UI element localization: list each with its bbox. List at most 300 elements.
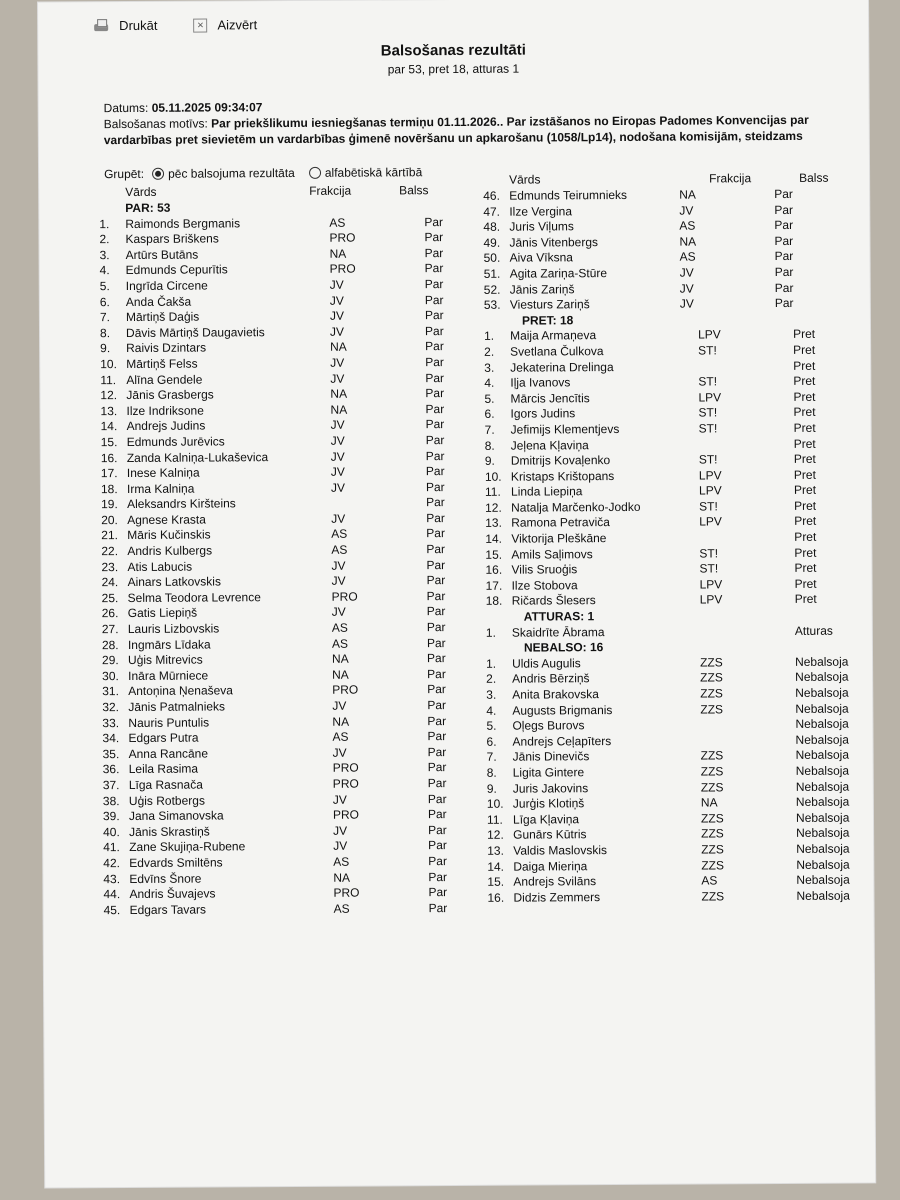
member-name: Leila Rasima [128,761,199,777]
close-label: Aizvērt [217,17,258,33]
group-by-result-radio[interactable] [152,168,164,180]
member-vote: Par [424,277,444,292]
member-name: Jānis Skrastiņš [129,824,210,839]
member-name: Dmitrijs Kovaļenko [510,453,611,468]
row-number: 7. [99,310,110,325]
member-name: Jānis Vitenbergs [509,234,599,250]
member-name: Iļja Ivanovs [510,375,571,390]
member-name: Uģis Mitrevics [127,652,203,668]
member-faction: PRO [332,776,359,791]
member-vote: Atturas [794,623,833,638]
par-list [99,214,483,918]
member-name: Ilze Indriksone [126,403,204,418]
toolbar [93,17,257,33]
grouping-label: Grupēt: [104,166,145,182]
member-name: Mārcis Jencītis [510,390,590,406]
row-number: 53. [483,297,501,312]
member-name: Ingrīda Circene [125,278,208,293]
member-vote: Pret [794,514,817,529]
section-pret: PRET: 18 [521,313,574,328]
member-faction: ZZS [701,826,724,841]
vote-summary: par 53, pret 18, atturas 1 [387,61,520,77]
member-faction: JV [332,792,347,807]
member-vote: Par [427,698,447,713]
close-button[interactable] [193,17,257,32]
member-name: Andrejs Judins [126,418,206,434]
member-vote: Nebalsoja [795,685,849,700]
member-faction: JV [331,573,346,589]
member-faction: ZZS [700,748,724,763]
member-vote: Par [426,573,446,588]
member-faction: LPV [698,468,722,483]
row-number: 38. [102,793,120,808]
grouping-control [104,165,422,181]
member-faction: ST! [698,452,718,467]
member-name: Anna Rancāne [128,746,209,761]
group-alphabetical-label: alfabētiskā kārtībā [324,165,423,180]
name-header: Vārds [125,184,157,200]
section-atturas: ATTURAS: 1 [523,609,595,624]
member-faction: NA [330,339,347,355]
row-number: 7. [486,750,497,765]
member-faction: ZZS [701,857,725,873]
motive-value: Par priekšlikumu iesniegšanas termiņu 01.11.2026.. Par izstāšanos no Eiropas Padomes Konvencijas par vardarbības pret sievietēm un vardarbības ģimenē novēršanu un apkarošanu (1058/Lp14), nodošana komisijām, steidzams [103,112,809,148]
member-vote: Par [427,666,446,681]
row-number: 11. [484,484,501,500]
member-vote: Par [425,448,445,463]
row-number: 22. [101,544,119,559]
row-number: 32. [102,700,120,715]
row-number: 30. [102,668,119,683]
row-number: 11. [486,812,503,827]
row-number: 15. [485,547,503,562]
member-vote: Par [426,526,445,541]
member-vote: Par [425,432,445,448]
member-faction: AS [331,527,348,542]
member-name: Agita Zariņa-Stūre [509,266,608,281]
row-number: 8. [99,325,111,340]
member-name: Edvards Smiltēns [129,855,223,870]
member-faction: AS [679,218,696,233]
member-vote: Par [424,230,444,245]
row-number: 7. [484,422,495,437]
row-number: 4. [99,263,110,278]
member-vote: Par [428,853,447,869]
member-vote: Par [426,588,446,604]
member-faction: JV [332,698,347,713]
member-vote: Par [428,885,448,900]
member-faction: PRO [332,807,360,822]
member-vote: Nebalsoja [795,763,850,778]
member-name: Atis Labucis [127,559,193,574]
member-faction: JV [679,203,694,218]
row-number: 10. [100,356,117,372]
row-number: 5. [99,279,110,294]
member-name: Uldis Augulis [512,656,581,671]
row-number: 16. [100,450,118,465]
member-vote: Par [774,202,794,217]
member-faction: LPV [698,483,722,498]
member-faction: JV [329,277,344,292]
row-number: 13. [485,516,502,531]
row-number: 16. [487,890,505,905]
member-faction: NA [333,870,351,885]
row-number: 47. [483,204,501,219]
member-name: Ainars Latkovskis [127,574,221,590]
member-name: Andris Kulbergs [127,543,213,559]
member-vote: Nebalsoja [795,747,850,763]
row-number: 27. [101,622,119,637]
row-number: 1. [485,625,496,640]
member-vote: Par [774,186,793,202]
member-name: Agnese Krasta [127,512,206,527]
close-icon: × [193,18,207,32]
row-number: 49. [483,235,501,250]
member-name: Augusts Brigmanis [512,702,613,718]
member-vote: Nebalsoja [795,654,849,669]
row-number: 8. [486,765,497,780]
member-name: Lauris Lizbovskis [127,621,220,637]
row-number: 11. [100,372,117,387]
member-vote: Nebalsoja [795,732,849,747]
member-vote: Pret [794,592,817,607]
member-name: Edgars Tavars [129,902,207,917]
member-faction: LPV [699,592,723,607]
member-vote: Par [424,245,444,260]
member-faction: PRO [329,230,356,245]
member-faction: ZZS [700,779,724,795]
member-name: Skaidrīte Ābrama [511,624,605,640]
member-faction: JV [679,281,694,296]
member-faction: AS [329,215,346,230]
member-vote: Pret [794,529,817,544]
member-faction: ZZS [700,811,724,826]
member-name: Raivis Dzintars [126,340,207,356]
row-number: 6. [484,407,495,422]
member-name: Līga Kļaviņa [512,811,580,827]
member-vote: Par [426,495,445,510]
member-faction: JV [330,355,345,370]
member-vote: Pret [793,389,816,404]
row-number: 13. [487,843,504,858]
row-number: 15. [487,874,505,889]
row-number: 18. [100,481,118,496]
vote-header: Balss [799,170,829,185]
member-faction: JV [330,449,345,464]
motive-label: Balsošanas motīvs: [103,116,208,132]
member-vote: Nebalsoja [796,872,850,888]
member-vote: Par [426,620,446,635]
member-name: Dāvis Mārtiņš Daugavietis [125,324,265,340]
member-faction: LPV [699,514,722,529]
row-number: 48. [483,219,501,235]
member-row [104,901,484,919]
member-vote: Pret [794,545,817,560]
row-number: 43. [103,871,121,886]
member-vote: Par [774,218,794,233]
member-faction: AS [701,873,718,888]
member-name: Edmunds Cepurītis [125,262,228,278]
member-faction: NA [330,402,348,417]
member-faction: AS [333,901,350,916]
row-number: 2. [484,344,495,359]
member-name: Irma Kalniņa [126,481,195,496]
member-faction: ZZS [700,686,723,701]
row-number: 9. [484,453,495,468]
row-number: 1. [484,329,495,344]
member-vote: Nebalsoja [795,810,850,825]
row-number: 3. [99,247,110,262]
member-vote: Pret [793,327,816,342]
member-vote: Par [428,869,448,884]
member-row [473,888,863,906]
member-name: Selma Teodora Levrence [127,590,261,605]
member-vote: Par [774,249,794,264]
member-faction: ST! [698,343,717,358]
member-vote: Par [774,296,794,311]
member-vote: Par [425,479,445,494]
member-vote: Par [425,417,445,432]
member-vote: Par [427,744,447,759]
member-name: Ingmārs Līdaka [127,637,211,652]
member-name: Viesturs Zariņš [509,297,590,312]
member-faction: AS [331,620,348,635]
member-faction: ST! [698,405,718,420]
row-number: 17. [485,578,503,593]
member-faction: JV [330,417,345,433]
name-header: Vārds [509,172,541,187]
member-vote: Par [428,838,447,853]
row-number: 12. [487,828,504,843]
member-vote: Nebalsoja [796,888,850,903]
member-name: Natalja Marčenko-Jodko [511,499,641,515]
member-vote: Par [427,682,446,697]
row-number: 29. [101,653,119,668]
row-number: 37. [102,778,120,793]
row-number: 5. [486,718,497,733]
vote-header: Balss [399,183,429,198]
member-vote: Pret [794,498,817,513]
nebalso-list [472,654,864,906]
member-name: Linda Liepiņa [510,484,583,499]
member-vote: Par [424,292,444,307]
member-faction: JV [329,308,344,323]
member-vote: Nebalsoja [795,716,849,732]
par-list-continued [469,187,860,314]
member-name: Mārtiņš Felss [126,356,198,371]
member-faction: NA [332,667,349,682]
row-number: 52. [483,282,501,297]
row-number: 9. [100,341,111,356]
member-name: Anita Brakovska [512,687,600,702]
member-name: Edgars Putra [128,730,199,746]
member-vote: Pret [793,405,816,420]
member-vote: Pret [794,561,817,576]
member-name: Svetlana Čulkova [510,344,604,359]
member-faction: LPV [699,577,723,592]
member-faction: JV [333,839,348,854]
member-vote: Par [428,822,447,837]
member-name: Didzis Zemmers [513,889,601,905]
member-vote: Par [425,354,444,370]
member-name: Anda Čakša [125,294,192,309]
member-faction: JV [679,265,694,280]
member-name: Ligita Gintere [512,765,585,780]
member-name: Kristaps Krištopans [510,468,615,484]
member-name: Zane Skujiņa-Rubene [129,839,246,855]
right-column [469,171,863,907]
member-faction: ST! [698,421,718,436]
member-vote: Nebalsoja [795,794,850,810]
member-faction: JV [679,296,694,311]
row-number: 14. [487,859,505,874]
member-vote: Par [426,542,446,557]
member-vote: Par [425,386,445,401]
member-name: Jānis Patmalnieks [128,699,226,714]
row-number: 10. [486,796,504,811]
member-faction: PRO [333,885,360,900]
member-faction: JV [329,293,344,308]
member-name: Jekaterina Drelinga [510,359,614,375]
member-name: Raimonds Bergmanis [125,215,241,231]
row-number: 4. [486,703,497,718]
member-name: Ilze Vergina [509,203,573,219]
row-number: 5. [484,391,495,406]
member-name: Mārtiņš Daģis [125,309,200,325]
row-number: 40. [103,824,120,839]
member-name: Ramona Petraviča [511,515,610,531]
row-number: 39. [102,809,120,824]
row-number: 50. [483,251,501,266]
row-number: 33. [102,715,120,730]
group-by-result-label: pēc balsojuma rezultāta [168,165,295,181]
row-number: 44. [103,887,121,902]
member-faction: ST! [699,546,719,561]
row-number: 1. [486,656,497,671]
row-number: 17. [100,466,118,481]
member-faction: NA [329,246,347,261]
row-number: 18. [485,594,503,609]
member-vote: Par [774,233,794,248]
faction-header: Frakcija [709,171,752,186]
member-name: Ināra Mūrniece [128,668,209,683]
row-number: 42. [103,855,120,871]
member-vote: Par [426,651,446,666]
member-vote: Par [426,557,446,572]
member-name: Amils Saļimovs [511,546,593,562]
row-number: 34. [102,731,120,746]
row-number: 8. [484,438,495,453]
date-label: Datums: [103,100,149,116]
member-faction: JV [329,324,345,339]
member-name: Māris Kučinskis [127,527,211,543]
member-faction: NA [331,651,349,666]
member-name: Gunārs Kūtris [513,827,587,842]
row-number: 4. [484,375,495,390]
document-sheet [38,0,875,1188]
member-faction: NA [330,386,348,401]
member-name: Daiga Mieriņa [513,858,588,874]
row-number: 26. [101,606,119,621]
member-name: Juris Jakovins [512,780,589,796]
row-number: 31. [102,684,119,699]
printer-icon [93,19,109,33]
member-vote: Par [427,791,447,806]
row-number: 36. [102,762,120,777]
member-vote: Par [424,308,444,323]
member-name: Artūrs Butāns [125,247,199,262]
member-vote: Nebalsoja [795,779,850,794]
row-number: 19. [101,497,118,512]
member-faction: ZZS [700,670,723,685]
member-name: Jeļena Kļaviņa [510,437,589,453]
member-faction: AS [679,249,696,264]
member-vote: Par [426,510,445,526]
member-faction: ST! [699,561,719,576]
member-name: Viktorija Pleškāne [511,531,607,546]
row-number: 24. [101,575,119,590]
member-vote: Pret [793,436,816,451]
member-vote: Pret [793,342,816,357]
member-vote: Nebalsoja [796,841,850,856]
member-vote: Par [426,604,446,619]
member-faction: JV [330,371,345,386]
member-name: Nauris Puntulis [128,715,210,730]
member-name: Vilis Sruoģis [511,562,578,577]
print-button[interactable] [93,18,157,33]
row-number: 12. [485,500,502,515]
member-vote: Par [427,776,447,791]
row-number: 35. [102,746,120,761]
member-faction: NA [679,187,696,202]
member-faction: ST! [698,374,718,389]
member-name: Jānis Zariņš [509,281,575,297]
member-name: Zanda Kalniņa-Lukaševica [126,449,269,465]
member-name: Oļegs Burovs [512,718,585,733]
row-number: 20. [101,512,118,528]
member-faction: ZZS [701,842,724,857]
member-name: Kaspars Briškens [125,231,219,247]
row-number: 6. [99,294,110,309]
left-column [99,183,483,919]
member-vote: Par [774,280,794,295]
page-title: Balsošanas rezultāti [380,41,526,60]
member-vote: Nebalsoja [795,670,849,685]
member-name: Jānis Grasbergs [126,387,214,403]
member-faction: AS [331,542,348,557]
member-faction: ZZS [700,764,724,779]
member-faction: ZZS [701,889,725,904]
member-name: Inese Kalniņa [126,465,200,481]
member-faction: NA [679,234,697,249]
member-faction: PRO [329,261,356,277]
member-faction: LPV [698,390,722,405]
member-faction: AS [331,636,348,651]
member-name: Ilze Stobova [511,578,578,593]
member-vote: Par [424,323,444,338]
member-vote: Par [424,214,444,229]
row-number: 15. [100,434,118,450]
member-name: Jānis Dinevičs [512,749,590,765]
member-name: Andrejs Ceļapīters [512,733,612,749]
group-alphabetical-radio[interactable] [309,167,321,179]
member-name: Maija Armaņeva [510,328,597,344]
member-vote: Par [427,729,447,744]
member-vote: Par [426,635,446,650]
member-faction: JV [330,480,346,495]
member-name: Edvīns Šnore [129,871,202,886]
row-number: 21. [101,528,118,543]
